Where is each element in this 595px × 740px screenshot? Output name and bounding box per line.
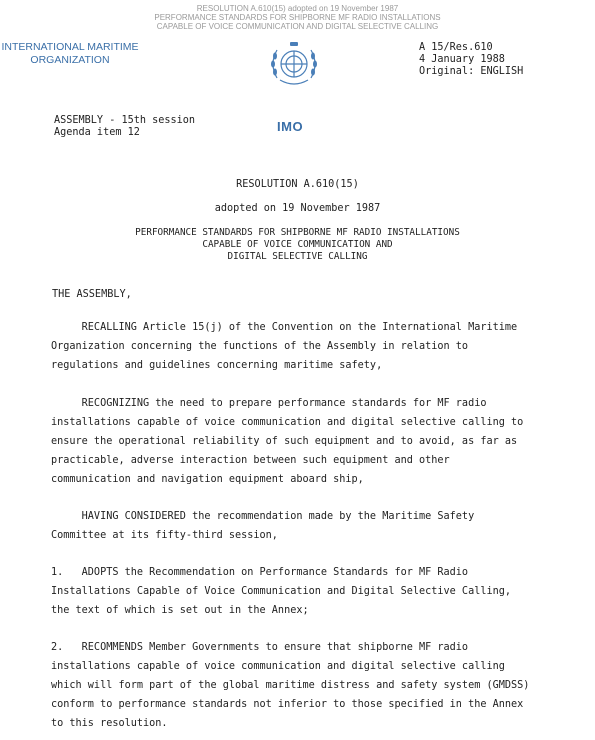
organization-name [0, 41, 140, 67]
title-line-1: PERFORMANCE STANDARDS FOR SHIPBORNE MF RADIO INSTALLATIONS [135, 227, 460, 238]
having-considered-paragraph [51, 507, 474, 545]
paragraph-line: RECOGNIZING the need to prepare performance standards for MF radio [51, 398, 487, 409]
title-line-2: CAPABLE OF VOICE COMMUNICATION AND [202, 239, 393, 250]
paragraph-line: installations capable of voice communication and digital selective calling [51, 661, 505, 672]
paragraph-line: which will form part of the global maritime distress and safety system (GMDSS) [51, 680, 530, 691]
recognizing-paragraph [51, 394, 523, 489]
imo-logo-text: IMO [277, 119, 304, 134]
paragraph-line: Committee at its fifty-third session, [51, 530, 278, 541]
un-emblem-icon [263, 40, 325, 90]
document-date: 4 January 1988 [419, 54, 505, 65]
document-header-line-1: RESOLUTION A.610(15) adopted on 19 November 1987 [196, 4, 399, 13]
organization-name-line-2: ORGANIZATION [30, 54, 110, 66]
original-language: Original: ENGLISH [419, 66, 524, 77]
organization-name-line-1: INTERNATIONAL MARITIME [1, 41, 139, 53]
recalling-paragraph [51, 318, 517, 375]
the-assembly-heading: THE ASSEMBLY, [52, 289, 132, 300]
paragraph-line: Installations Capable of Voice Communication and Digital Selective Calling, [51, 586, 512, 597]
paragraph-line: RECALLING Article 15(j) of the Convention on the International Maritime [51, 322, 518, 333]
paragraph-line: HAVING CONSIDERED the recommendation made by the Maritime Safety [51, 511, 475, 522]
adopts-paragraph [51, 563, 511, 620]
paragraph-line: ensure the operational reliability of such equipment and to avoid, as far as [51, 436, 518, 447]
paragraph-line: 2. RECOMMENDS Member Governments to ensure that shipborne MF radio [51, 642, 469, 653]
document-header-line-3: CAPABLE OF VOICE COMMUNICATION AND DIGITAL SELECTIVE CALLING [156, 22, 439, 31]
agenda-item: Agenda item 12 [54, 127, 140, 138]
paragraph-line: installations capable of voice communication and digital selective calling to [51, 417, 524, 428]
paragraph-line: Organization concerning the functions of the Assembly in relation to [51, 341, 469, 352]
paragraph-line: regulations and guidelines concerning maritime safety, [51, 360, 383, 371]
recommends-paragraph [51, 638, 529, 733]
adoption-date: adopted on 19 November 1987 [214, 203, 381, 214]
document-header-line-2: PERFORMANCE STANDARDS FOR SHIPBORNE MF RADIO INSTALLATIONS [154, 13, 441, 22]
paragraph-line: the text of which is set out in the Annex; [51, 605, 309, 616]
paragraph-line: communication and navigation equipment aboard ship, [51, 474, 364, 485]
title-line-3: DIGITAL SELECTIVE CALLING [227, 251, 368, 262]
resolution-number: RESOLUTION A.610(15) [236, 179, 359, 190]
paragraph-line: to this resolution. [51, 718, 168, 729]
paragraph-line: 1. ADOPTS the Recommendation on Performance Standards for MF Radio [51, 567, 469, 578]
paragraph-line: conform to performance standards not inferior to those specified in the Annex [51, 699, 524, 710]
paragraph-line: practicable, adverse interaction between such equipment and other [51, 455, 450, 466]
document-number: A 15/Res.610 [419, 42, 493, 53]
session-label: ASSEMBLY - 15th session [54, 115, 196, 126]
